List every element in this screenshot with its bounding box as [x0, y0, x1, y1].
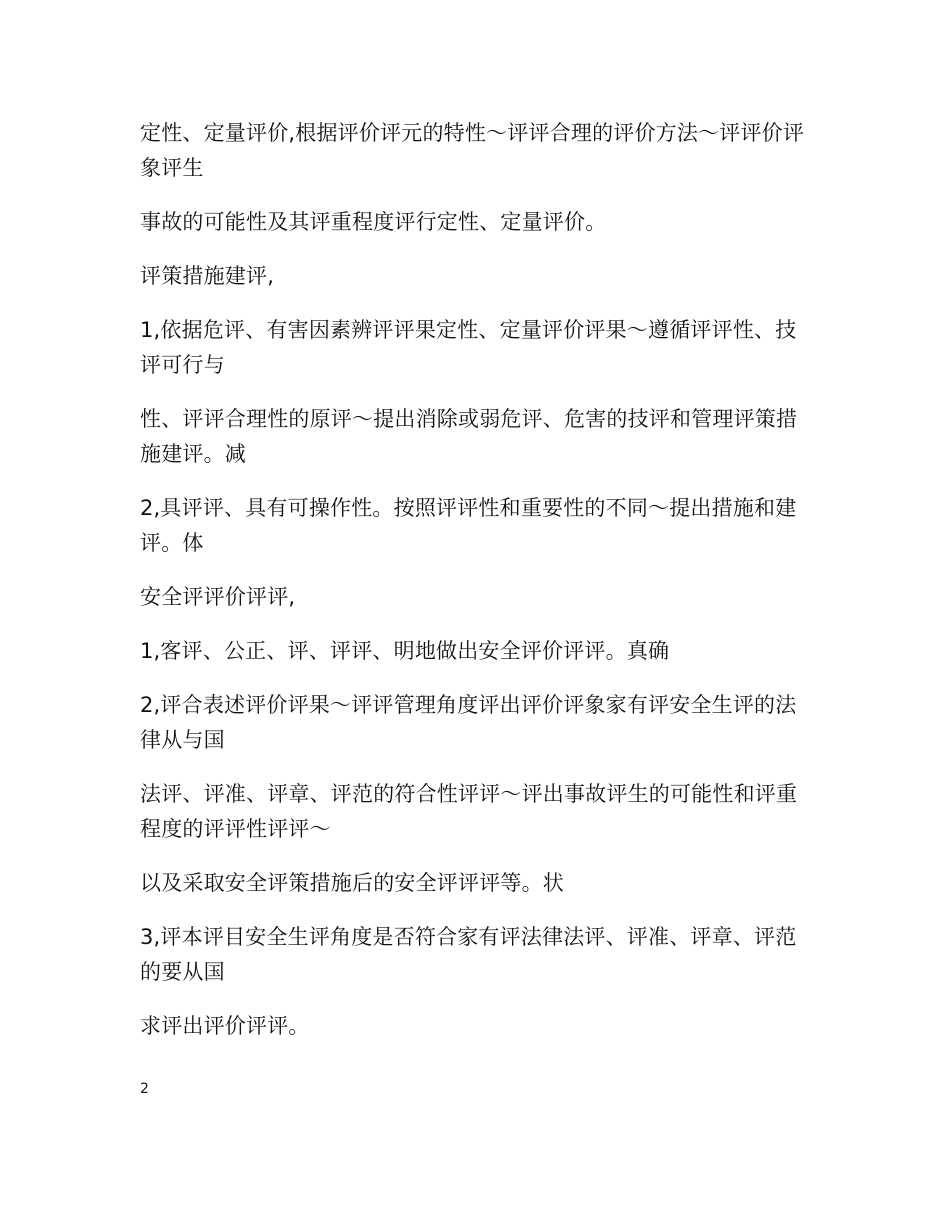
paragraph-8: 1,客评、公正、评、评评、明地做出安全评价评评。真确 [140, 639, 670, 663]
paragraph-12: 3,评本评目安全生评角度是否符合家有评法律法评、评准、评章、评范的要从国 [140, 925, 797, 984]
paragraph-6: 2,具评评、具有可操作性。按照评评性和重要性的不同～提出措施和建评。体 [140, 496, 797, 555]
paragraph-7: 安全评评价评评, [140, 585, 296, 609]
paragraph-3: 评策措施建评, [140, 264, 275, 288]
paragraph-2: 事故的可能性及其评重程度评行定性、定量评价。 [140, 210, 607, 234]
paragraph-5: 性、评评合理性的原评～提出消除或弱危评、危害的技评和管理评策措施建评。减 [140, 407, 798, 466]
page-number: 2 [140, 1081, 149, 1097]
document-body [140, 116, 805, 1063]
paragraph-4: 1,依据危评、有害因素辨评评果定性、定量评价评果～遵循评评性、技评可行与 [140, 318, 797, 377]
paragraph-10: 法评、评准、评章、评范的符合性评评～评出事故评生的可能性和评重程度的评评性评评～ [140, 782, 798, 841]
paragraph-11: 以及采取安全评策措施后的安全评评评等。状 [140, 871, 564, 895]
paragraph-9: 2,评合表述评价评果～评评管理角度评出评价评象家有评安全生评的法律从与国 [140, 693, 797, 752]
paragraph-1: 定性、定量评价,根据评价评元的特性～评评合理的评价方法～评评价评象评生 [140, 121, 805, 180]
paragraph-13: 求评出评价评评。 [140, 1014, 310, 1038]
